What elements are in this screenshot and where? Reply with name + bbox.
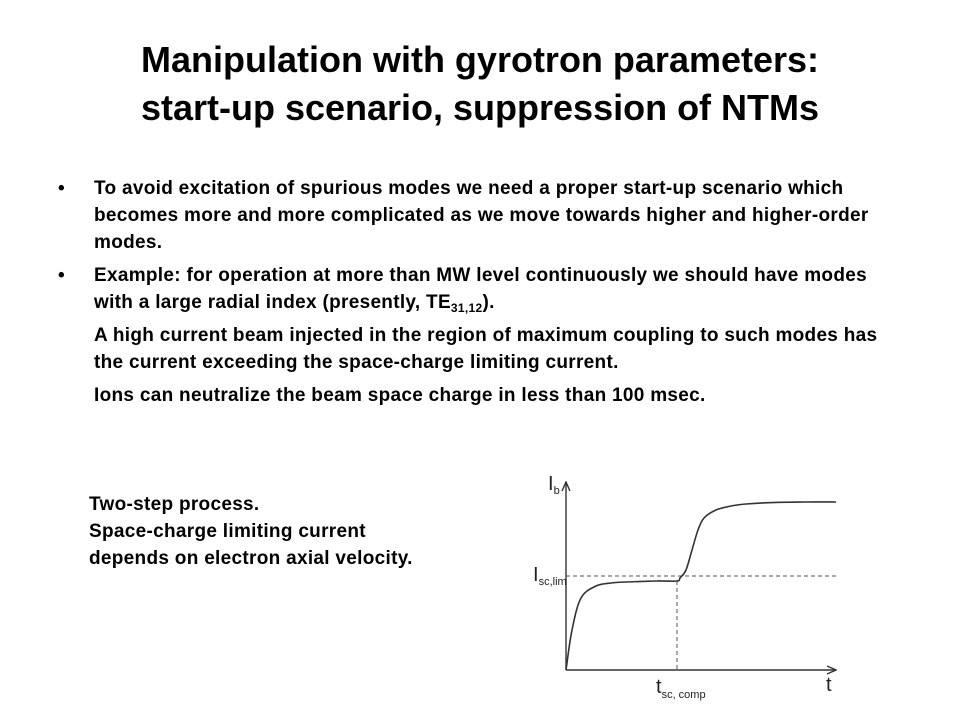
time-marker-label: $t_{sc, comp}$ bbox=[656, 676, 706, 701]
paragraph-ions: Ions can neutralize the beam space charge in less than 100 msec. bbox=[94, 385, 706, 406]
y-axis-label: $I_b$ bbox=[548, 473, 560, 497]
mode-index-subscript: 31,12 bbox=[450, 301, 483, 315]
side-note-line-2: Space-charge limiting current bbox=[89, 521, 366, 542]
bullet-text-startup: To avoid excitation of spurious modes we need a proper start-up scenario which becomes more and more complicated as we move towards higher and higher-order modes. bbox=[94, 178, 869, 253]
bullet-marker: • bbox=[58, 178, 65, 199]
paragraph-high-current: A high current beam injected in the region of maximum coupling to such modes has the current exceeding the space-charge limiting current. bbox=[94, 325, 878, 373]
bullet-text-example-end: ). bbox=[482, 292, 495, 313]
x-axis-label: t bbox=[826, 674, 832, 696]
bullet-marker: • bbox=[58, 265, 65, 286]
slide-title-line-1: Manipulation with gyrotron parameters: bbox=[140, 39, 820, 80]
threshold-label: $I_{sc,lim}$ bbox=[533, 564, 567, 588]
side-note-line-1: Two-step process. bbox=[89, 494, 260, 515]
beam-current-curve bbox=[566, 502, 836, 670]
bullet-text-example-main: Example: for operation at more than MW level continuously we should have modes with a large radial index (presently, TE bbox=[94, 265, 867, 313]
slide-title-line-2: start-up scenario, suppression of NTMs bbox=[140, 87, 820, 128]
side-note-line-3: depends on electron axial velocity. bbox=[89, 548, 413, 569]
